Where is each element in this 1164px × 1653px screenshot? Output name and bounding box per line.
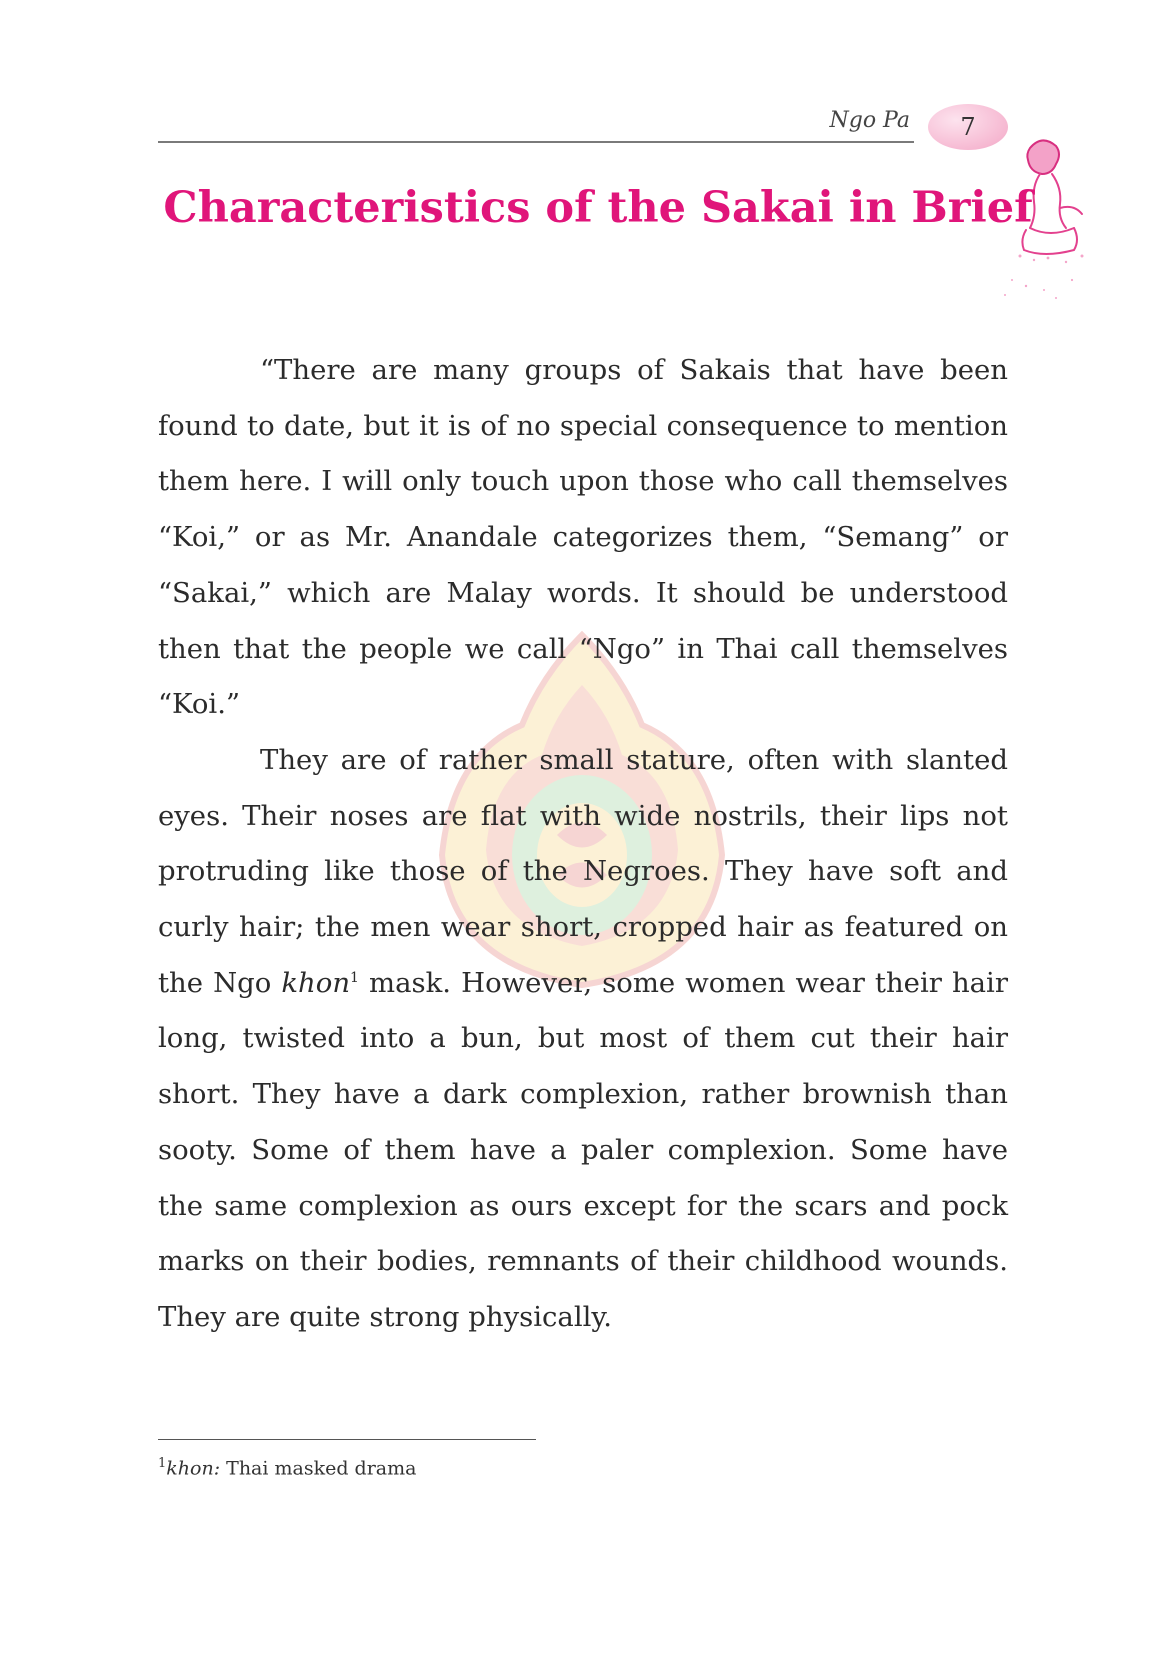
paragraph [158, 733, 1008, 1346]
page-title: Characteristics of the Sakai in Brief [163, 183, 1033, 233]
footnote [158, 1456, 416, 1479]
footnote-reference[interactable]: 1 [350, 969, 359, 986]
paragraph-text: They are of rather small stature, often with slanted eyes. Their noses are flat with wide nostrils, their lips not protruding like those of the Negroes. They have soft and curly hair; the men wear short, cropped hair as featured on the Ngo [158, 743, 1008, 999]
footnote-rule [158, 1439, 536, 1440]
running-head: Ngo Pa [829, 108, 910, 133]
footnote-marker: 1 [158, 1456, 167, 1471]
italic-term: khon [281, 966, 351, 999]
body-text [158, 343, 1008, 1346]
footnote-text: Thai masked drama [220, 1457, 417, 1480]
header-rule [158, 141, 914, 143]
page-number: 7 [960, 113, 976, 141]
page-number-badge [928, 104, 1008, 150]
paragraph-text: mask. However, some women wear their hair long, twisted into a bun, but most of them cut their hair short. They have a dark complexion, rather brownish than sooty. Some of them have a paler complexion. Some have the same complexion as ours except for the scars and pock marks on their bodies, remnants of their childhood wounds. They are quite strong physically. [158, 966, 1008, 1333]
paragraph: “There are many groups of Sakais that have been found to date, but it is of no special consequence to mention them here. I will only touch upon those who call themselves “Koi,” or as Mr. Anandale categorizes them, “Semang” or “Sakai,” which are Malay words. It should be understood then that the people we call “Ngo” in Thai call themselves “Koi.” [158, 354, 1008, 721]
footnote-term: khon: [166, 1457, 221, 1480]
